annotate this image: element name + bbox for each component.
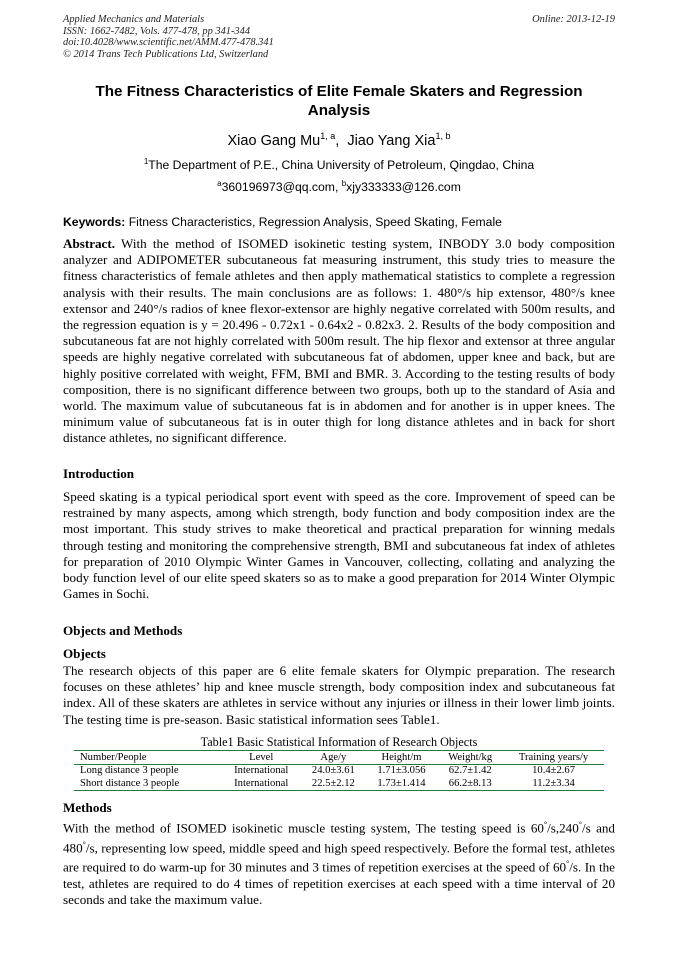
introduction-heading: Introduction <box>63 466 135 481</box>
objects-text: The research objects of this paper are 6 elite female skaters for Olympic preparation. The research focuses on these athletes’ hip and knee muscle strength, body composition index and subcutaneous fat index. All of these skaters are athletes in service without any injuries or illness in their lower limb joints. The testing time is pre-season. Basic statistical information sees Table1. <box>63 663 615 727</box>
email-address[interactable]: xjy333333@126.com <box>346 180 461 195</box>
affiliation-sup: 1 <box>143 157 149 166</box>
methods-segment: /s,240 <box>547 820 579 836</box>
email-sup: a <box>217 179 222 188</box>
affiliation-text: The Department of P.E., China University of Petroleum, Qingdao, China <box>148 158 535 173</box>
author-list <box>63 131 615 149</box>
journal-header <box>63 14 615 60</box>
table-header-cell: Level <box>221 751 301 765</box>
email-sup: b <box>341 179 347 188</box>
table-cell: 1.73±1.414 <box>366 778 438 791</box>
author-sup: 1, b <box>435 131 451 141</box>
degree-sign: ° <box>82 839 86 849</box>
author-name: Jiao Yang Xia <box>347 132 436 149</box>
author-separator: , <box>335 132 348 149</box>
abstract-text: With the method of ISOMED isokinetic testing system, INBODY 3.0 body composition analyzer and ADIPOMETER subcutaneous fat measuring instrument, this study tries to measure the fitness characteristics of female athletes and then apply mathematical statistics to complete a regression analysis with their results. The main conclusions are as follows: 1. 480°/s hip extensor, 480°/s knee extensor and 240°/s radios of knee flexor-extensor are highly negative correlated with 500m results, and the regression equation is y = 20.496 - 0.72x1 - 0.64x2 - 0.82x3. 2. Results of the body composition and subcutaneous fat are not highly correlated with 500m result. The hip flexor and extensor at three angular speeds are highly negative correlated with subcutaneous fat of abdomen, upper knee and back, but are highly positive correlated with weight, FFM, BMI and BMR. 3. According to the testing results of body composition, there is no significant difference between two groups, both up to the standard of Asia and world. The maximum value of subcutaneous fat is in abdomen and for another is in upper knees. The minimum value of subcutaneous fat is in outer thigh for long distance athletes and in back for short distance athletes, no significant difference. <box>63 236 615 446</box>
table-cell: 22.5±2.12 <box>301 778 365 791</box>
table-cell: International <box>221 778 301 791</box>
abstract <box>63 236 615 447</box>
keywords-label: Keywords: <box>63 215 126 229</box>
table-header-cell: Number/People <box>74 751 221 765</box>
table-cell: 10.4±2.67 <box>532 765 576 776</box>
table-cell: 11.2±3.34 <box>503 778 604 791</box>
keywords-text: Fitness Characteristics, Regression Analysis, Speed Skating, Female <box>128 215 502 229</box>
table-row <box>74 778 604 791</box>
methods-segment: /s, representing low speed, middle speed and high speed respectively. Before the formal test, athletes are required to do warm-up for 30 minutes and 3 times of repetition exercises at the speed of 60 <box>63 839 615 875</box>
objects-heading: Objects <box>63 646 106 661</box>
email-separator: , <box>334 180 342 195</box>
paper-title: The Fitness Characteristics of Elite Female Skaters and Regression Analysis <box>95 83 583 119</box>
doi-line[interactable]: doi:10.4028/www.scientific.net/AMM.477-478.341 <box>63 37 274 48</box>
table-row <box>74 765 604 778</box>
table-cell: Long distance 3 people <box>80 765 179 776</box>
issn-line: ISSN: 1662-7482, Vols. 477-478, pp 341-344 <box>63 25 251 37</box>
table-header-cell: Weight/kg <box>437 751 503 765</box>
degree-sign: ° <box>566 859 570 869</box>
table-cell: 62.7±1.42 <box>448 765 492 776</box>
author-sup: 1, a <box>320 131 336 141</box>
methods-segment: With the method of ISOMED isokinetic muscle testing system, The testing speed is 60 <box>63 820 544 836</box>
methods-segment: /s. In the test, athletes are required to do 4 times of repetition exercises at each speed with a time interval of 20 seconds and take the maximum value. <box>63 859 615 907</box>
email-address[interactable]: 360196973@qq.com <box>221 180 335 195</box>
table-cell: 66.2±8.13 <box>437 778 503 791</box>
abstract-label: Abstract. <box>63 236 115 251</box>
affiliation <box>63 157 615 172</box>
table-cell: Short distance 3 people <box>74 778 221 791</box>
table-cell: International <box>234 765 289 776</box>
author-name: Xiao Gang Mu <box>227 132 321 149</box>
methods-text <box>63 817 615 908</box>
keywords <box>63 215 615 229</box>
table-header-cell: Height/m <box>366 751 438 765</box>
copyright-line: © 2014 Trans Tech Publications Ltd, Switzerland <box>63 48 269 60</box>
statistics-table <box>74 750 604 791</box>
objects-methods-heading: Objects and Methods <box>63 623 183 638</box>
introduction-text: Speed skating is a typical periodical sport event with speed as the core. Improvement of speed can be restrained by many aspects, among which strength, body function and body composition index are the most important. This study strives to make theoretical and practical preparation for winning medals through testing and monitoring the comprehensive strength, BMI and subcutaneous fat index of athletes for preparation of 2010 Olympic Winter Games in Vancouver, collecting, collating and analyzing the body function level of our elite speed skaters so as to make a good preparation for 2014 Winter Olympic Games in Sochi. <box>63 489 615 602</box>
table-header-cell: Age/y <box>301 751 365 765</box>
email-list <box>63 179 615 194</box>
online-date: Online: 2013-12-19 <box>532 14 615 25</box>
methods-segment: /s and 480 <box>63 820 615 855</box>
degree-sign: ° <box>543 820 548 829</box>
table-cell: 24.0±3.61 <box>311 765 355 776</box>
table-caption: Table1 Basic Statistical Information of Research Objects <box>200 735 478 749</box>
table-header-row <box>74 751 604 765</box>
methods-heading: Methods <box>63 800 112 815</box>
table-header-cell: Training years/y <box>503 751 604 765</box>
table-cell: 1.71±3.056 <box>377 765 426 776</box>
journal-name: Applied Mechanics and Materials <box>63 14 205 25</box>
degree-sign: ° <box>578 820 582 829</box>
